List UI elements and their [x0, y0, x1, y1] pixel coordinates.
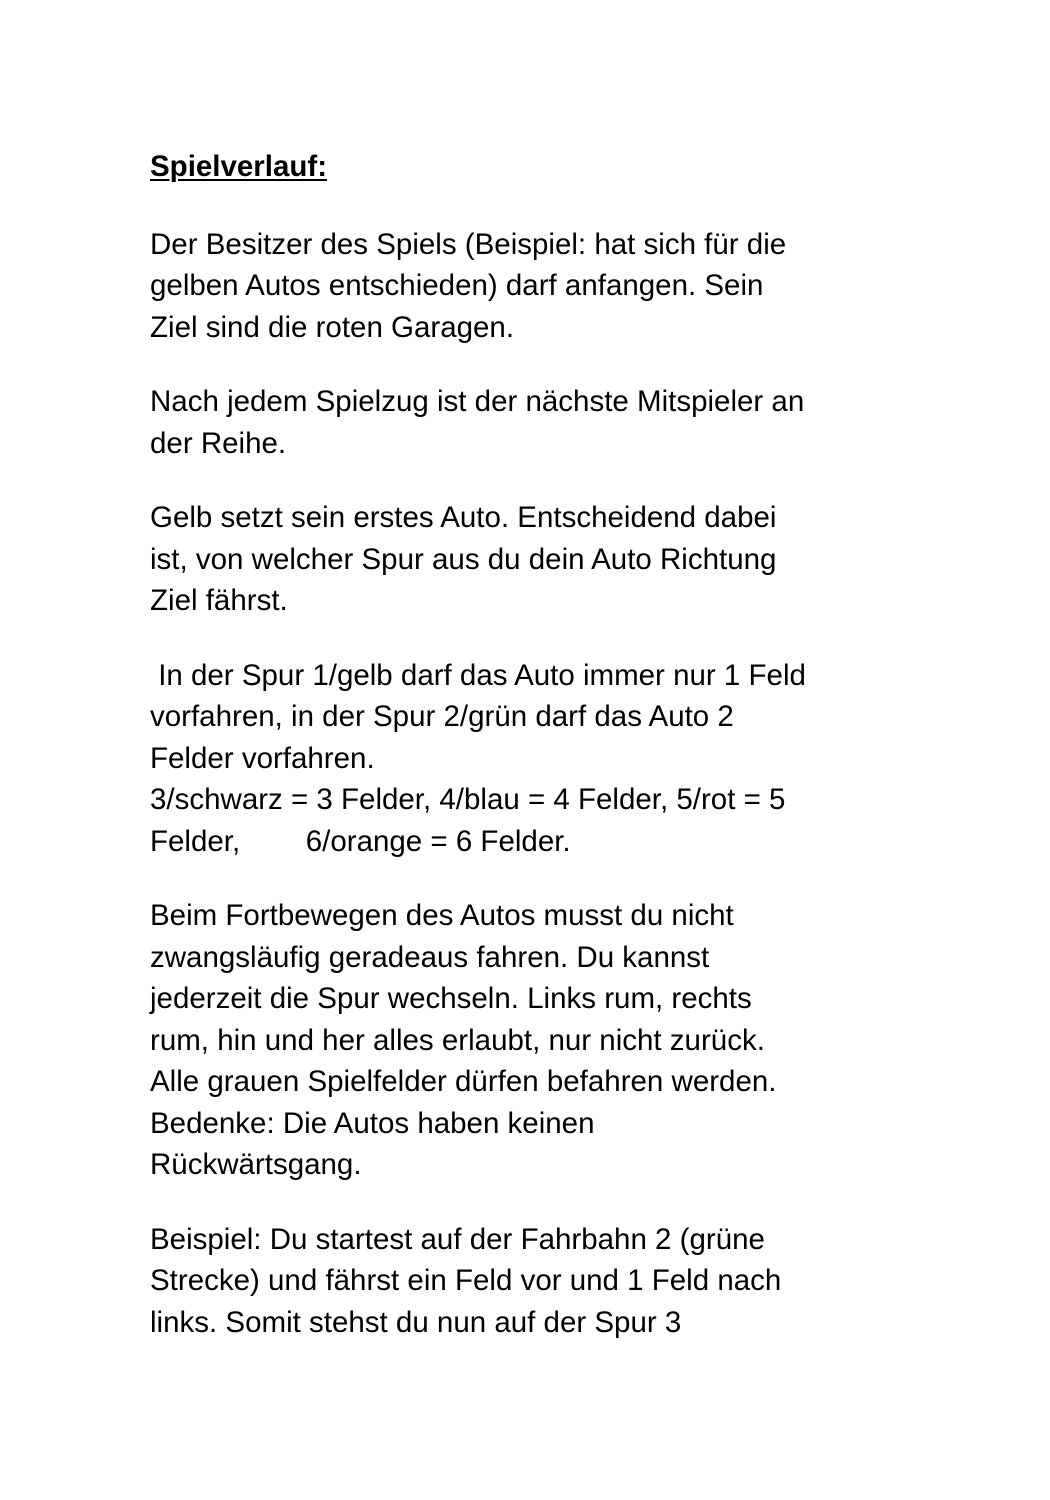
text-line: Felder vorfahren. [150, 741, 375, 775]
paragraph-game-start [150, 224, 910, 349]
text-line: 3/schwarz = 3 Felder, 4/blau = 4 Felder, 5/rot = 5 [150, 783, 786, 816]
paragraph-example [150, 1219, 910, 1344]
paragraph-turn-order [150, 381, 910, 464]
text-line: rum, hin und her alles erlaubt, nur nicht zurück. [150, 1023, 765, 1057]
text-line: vorfahren, in der Spur 2/grün darf das Auto 2 [150, 700, 734, 733]
text-line: Beispiel: Du startest auf der Fahrbahn 2 (grüne [150, 1222, 765, 1256]
paragraph-lane-rules [150, 655, 910, 863]
text-line: Rückwärtsgang. [150, 1148, 362, 1181]
text-line: links. Somit stehst du nun auf der Spur 3 [150, 1305, 682, 1339]
text-line: Gelb setzt sein erstes Auto. Entscheidend dabei [150, 501, 777, 534]
text-line: Ziel sind die roten Garagen. [150, 310, 515, 344]
document-page [150, 146, 910, 1376]
text-line: Strecke) und fährst ein Feld vor und 1 Feld nach [150, 1264, 782, 1297]
text-line: In der Spur 1/gelb darf das Auto immer nur 1 Feld [150, 658, 806, 692]
text-line: ist, von welcher Spur aus du dein Auto Richtung [150, 542, 777, 576]
text-line: Felder, 6/orange = 6 Felder. [150, 824, 571, 858]
text-line: Nach jedem Spielzug ist der nächste Mitspieler an [150, 385, 805, 418]
text-line: Alle grauen Spielfelder dürfen befahren werden. [150, 1065, 777, 1098]
text-line: der Reihe. [150, 426, 287, 460]
text-line: Bedenke: Die Autos haben keinen [150, 1106, 595, 1140]
section-heading: Spielverlauf: [150, 150, 328, 183]
text-line: gelben Autos entschieden) darf anfangen. Sein [150, 269, 764, 302]
text-line: Ziel fährst. [150, 584, 288, 617]
text-line: zwangsläufig geradeaus fahren. Du kannst [150, 940, 710, 974]
paragraph-first-car [150, 497, 910, 622]
paragraph-movement-rules [150, 895, 910, 1186]
text-line: Der Besitzer des Spiels (Beispiel: hat sich für die [150, 227, 787, 261]
text-line: Beim Fortbewegen des Autos musst du nicht [150, 899, 734, 932]
text-line: jederzeit die Spur wechseln. Links rum, rechts [150, 982, 752, 1015]
